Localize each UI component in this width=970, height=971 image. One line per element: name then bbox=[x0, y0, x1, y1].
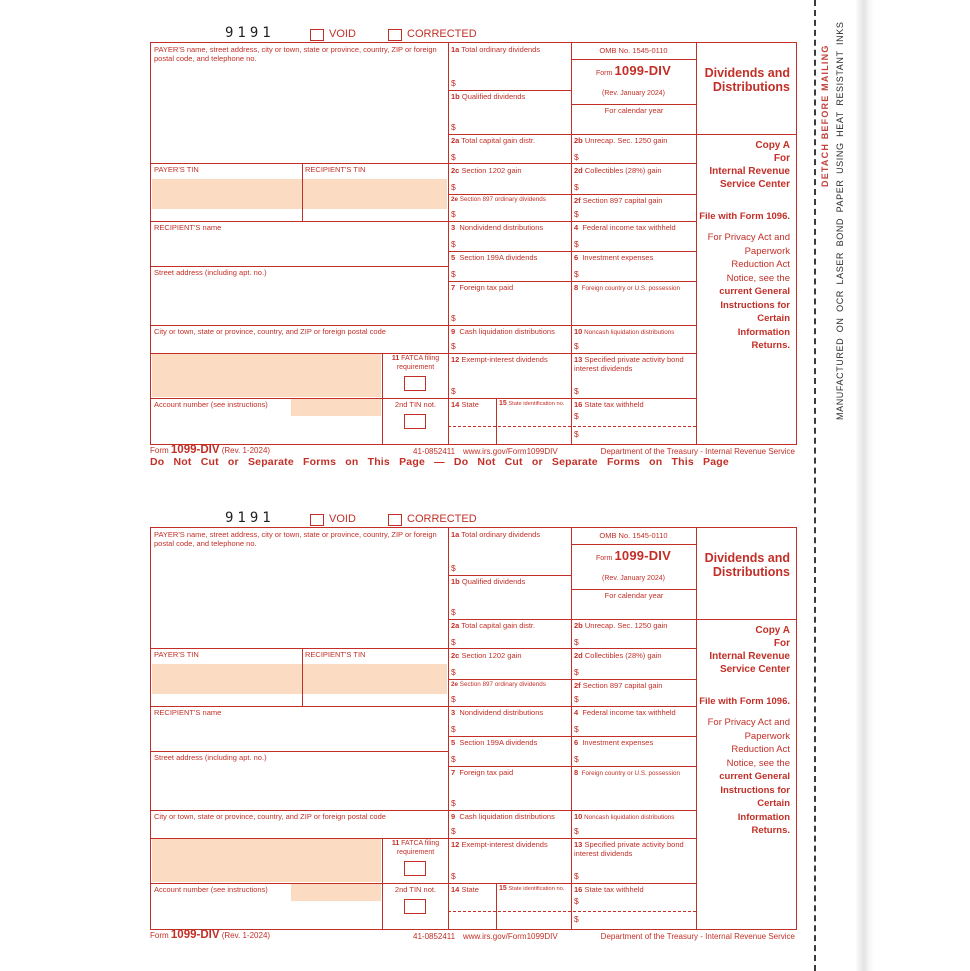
footer-cat-number: 41-0852411 bbox=[413, 447, 456, 456]
box-4: 4 Federal income tax withheld $ bbox=[574, 223, 676, 249]
payer-tin-field: PAYER'S TIN bbox=[154, 165, 199, 174]
void-checkbox[interactable] bbox=[310, 514, 324, 526]
box-2c: 2c Section 1202 gain $ bbox=[451, 166, 522, 192]
dollar-sign: $ bbox=[574, 151, 579, 162]
dollar-sign: $ bbox=[574, 636, 579, 647]
box-16: 16 State tax withheld $ $ bbox=[574, 885, 644, 924]
box-5: 5 Section 199A dividends $ bbox=[451, 253, 538, 279]
box-2f: 2f Section 897 capital gain $ bbox=[574, 196, 663, 219]
footer-form-id: Form 1099-DIV (Rev. 1-2024) bbox=[150, 929, 271, 941]
dollar-sign: $ bbox=[574, 896, 579, 906]
box-1b: 1b Qualified dividends $ bbox=[451, 92, 526, 132]
dollar-sign: $ bbox=[451, 312, 456, 323]
form-1099div-copy-a bbox=[150, 510, 795, 945]
street-address-field: Street address (including apt. no.) bbox=[154, 268, 267, 277]
box-5: 5 Section 199A dividends $ bbox=[451, 738, 538, 764]
box-3: 3 Nondividend distributions $ bbox=[451, 223, 544, 249]
omb-number: OMB No. 1545-0110 bbox=[599, 531, 668, 540]
corrected-label: CORRECTED bbox=[407, 28, 477, 40]
box-2e: 2e Section 897 ordinary dividends $ bbox=[451, 681, 546, 704]
dollar-sign: $ bbox=[451, 238, 456, 249]
corrected-checkbox[interactable] bbox=[388, 29, 402, 41]
form-number-block: Form 1099-DIV bbox=[596, 548, 671, 563]
box-3: 3 Nondividend distributions $ bbox=[451, 708, 544, 734]
box-1b: 1b Qualified dividends $ bbox=[451, 577, 526, 617]
second-tin-not-field: 2nd TIN not. bbox=[382, 883, 448, 929]
box-8: 8 Foreign country or U.S. possession bbox=[574, 283, 681, 292]
calendar-year-field: For calendar year bbox=[604, 106, 664, 115]
box-2e: 2e Section 897 ordinary dividends $ bbox=[451, 196, 546, 219]
dollar-sign: $ bbox=[574, 914, 579, 924]
detach-before-mailing-note: DETACH BEFORE MAILING bbox=[820, 44, 830, 187]
dollar-sign: $ bbox=[574, 870, 579, 881]
box-14: 14 State bbox=[451, 400, 479, 409]
account-number-field: Account number (see instructions) bbox=[154, 885, 268, 894]
box-8: 8 Foreign country or U.S. possession bbox=[574, 768, 681, 777]
second-tin-not-field: 2nd TIN not. bbox=[382, 398, 448, 444]
dollar-sign: $ bbox=[451, 693, 456, 704]
form-revision: (Rev. January 2024) bbox=[602, 575, 665, 582]
box-2c: 2c Section 1202 gain $ bbox=[451, 651, 522, 677]
dollar-sign: $ bbox=[574, 723, 579, 734]
page-edge-shadow bbox=[855, 0, 875, 971]
recipient-name-field: RECIPIENT'S name bbox=[154, 223, 222, 232]
fatca-checkbox[interactable] bbox=[404, 861, 426, 876]
box-2a: 2a Total capital gain distr. $ bbox=[451, 621, 536, 647]
file-with-1096-note: File with Form 1096. bbox=[699, 696, 790, 707]
dollar-sign: $ bbox=[574, 825, 579, 836]
dollar-sign: $ bbox=[451, 268, 456, 279]
dollar-sign: $ bbox=[451, 562, 456, 573]
box-11-fatca: 11 FATCA filing requirement bbox=[382, 838, 448, 883]
print-control-number: 9191 bbox=[225, 510, 275, 526]
box-2a: 2a Total capital gain distr. $ bbox=[451, 136, 536, 162]
dollar-sign: $ bbox=[451, 636, 456, 647]
footer-irs-url: www.irs.gov/Form1099DIV bbox=[463, 932, 558, 941]
box-4: 4 Federal income tax withheld $ bbox=[574, 708, 676, 734]
box-2b: 2b Unrecap. Sec. 1250 gain $ bbox=[574, 621, 668, 647]
box-6: 6 Investment expenses $ bbox=[574, 253, 654, 279]
box-2f: 2f Section 897 capital gain $ bbox=[574, 681, 663, 704]
fatca-checkbox[interactable] bbox=[404, 376, 426, 391]
cut-instruction-line: Do Not Cut or Separate Forms on This Page — Do Not Cut or Separate Forms on This Page bbox=[150, 456, 729, 468]
box-15: 15 State identification no. bbox=[499, 400, 565, 407]
perforation-dashed-line bbox=[814, 0, 816, 971]
box-1a: 1a Total ordinary dividends $ bbox=[451, 45, 541, 88]
dollar-sign: $ bbox=[574, 693, 579, 704]
box-10: 10 Noncash liquidation distributions $ bbox=[574, 812, 675, 836]
city-state-zip-field: City or town, state or province, country, and ZIP or foreign postal code bbox=[154, 327, 386, 336]
dollar-sign: $ bbox=[574, 238, 579, 249]
box-9: 9 Cash liquidation distributions $ bbox=[451, 812, 555, 836]
privacy-act-notice: For Privacy Act and Paperwork Reduction Act Notice, see the current General Instructions for Certain Information Returns. bbox=[707, 717, 790, 836]
dollar-sign: $ bbox=[574, 429, 579, 439]
corrected-label: CORRECTED bbox=[407, 513, 477, 525]
form-1099div-copy-a bbox=[150, 25, 795, 460]
dollar-sign: $ bbox=[574, 268, 579, 279]
footer-department: Department of the Treasury - Internal Revenue Service bbox=[600, 932, 795, 941]
footer-department: Department of the Treasury - Internal Revenue Service bbox=[600, 447, 795, 456]
dollar-sign: $ bbox=[574, 340, 579, 351]
void-checkbox[interactable] bbox=[310, 29, 324, 41]
manufactured-note: MANUFACTURED ON OCR LASER BOND PAPER USING HEAT RESISTANT INKS bbox=[835, 21, 845, 420]
dollar-sign: $ bbox=[451, 340, 456, 351]
dollar-sign: $ bbox=[451, 121, 456, 132]
box-7: 7 Foreign tax paid $ bbox=[451, 283, 514, 323]
form-grid bbox=[150, 527, 797, 930]
box-1a: 1a Total ordinary dividends $ bbox=[451, 530, 541, 573]
form-revision: (Rev. January 2024) bbox=[602, 90, 665, 97]
account-number-field: Account number (see instructions) bbox=[154, 400, 268, 409]
box-6: 6 Investment expenses $ bbox=[574, 738, 654, 764]
dollar-sign: $ bbox=[451, 181, 456, 192]
dollar-sign: $ bbox=[574, 753, 579, 764]
corrected-checkbox[interactable] bbox=[388, 514, 402, 526]
box-12: 12 Exempt-interest dividends $ bbox=[451, 355, 548, 396]
second-tin-checkbox[interactable] bbox=[404, 414, 426, 429]
recipient-tin-field: RECIPIENT'S TIN bbox=[305, 165, 366, 174]
footer-form-id: Form 1099-DIV (Rev. 1-2024) bbox=[150, 444, 271, 456]
privacy-act-notice: For Privacy Act and Paperwork Reduction Act Notice, see the current General Instructions for Certain Information Returns. bbox=[707, 232, 790, 351]
copy-a-designation: Copy A For Internal Revenue Service Center bbox=[709, 140, 790, 190]
dollar-sign: $ bbox=[451, 606, 456, 617]
file-with-1096-note: File with Form 1096. bbox=[699, 211, 790, 222]
box-15: 15 State identification no. bbox=[499, 885, 565, 892]
right-info-panel bbox=[697, 43, 792, 444]
box-14: 14 State bbox=[451, 885, 479, 894]
box-7: 7 Foreign tax paid $ bbox=[451, 768, 514, 808]
box-10: 10 Noncash liquidation distributions $ bbox=[574, 327, 675, 351]
payer-tin-field: PAYER'S TIN bbox=[154, 650, 199, 659]
recipient-name-field: RECIPIENT'S name bbox=[154, 708, 222, 717]
city-state-zip-field: City or town, state or province, country, and ZIP or foreign postal code bbox=[154, 812, 386, 821]
footer-irs-url: www.irs.gov/Form1099DIV bbox=[463, 447, 558, 456]
dollar-sign: $ bbox=[451, 666, 456, 677]
form-grid bbox=[150, 42, 797, 445]
calendar-year-field: For calendar year bbox=[604, 591, 664, 600]
box-13: 13 Specified private activity bond interest dividends $ bbox=[574, 355, 684, 396]
dollar-sign: $ bbox=[451, 870, 456, 881]
street-address-field: Street address (including apt. no.) bbox=[154, 753, 267, 762]
right-info-panel bbox=[697, 528, 792, 929]
dollar-sign: $ bbox=[451, 825, 456, 836]
dollar-sign: $ bbox=[574, 181, 579, 192]
dollar-sign: $ bbox=[451, 723, 456, 734]
footer-cat-number: 41-0852411 bbox=[413, 932, 456, 941]
box-16: 16 State tax withheld $ $ bbox=[574, 400, 644, 439]
copy-a-designation: Copy A For Internal Revenue Service Center bbox=[709, 625, 790, 675]
void-label: VOID bbox=[329, 513, 356, 525]
second-tin-checkbox[interactable] bbox=[404, 899, 426, 914]
omb-number: OMB No. 1545-0110 bbox=[599, 46, 668, 55]
box-13: 13 Specified private activity bond interest dividends $ bbox=[574, 840, 684, 881]
dollar-sign: $ bbox=[451, 208, 456, 219]
void-label: VOID bbox=[329, 28, 356, 40]
box-12: 12 Exempt-interest dividends $ bbox=[451, 840, 548, 881]
dollar-sign: $ bbox=[574, 666, 579, 677]
print-control-number: 9191 bbox=[225, 25, 275, 41]
recipient-tin-field: RECIPIENT'S TIN bbox=[305, 650, 366, 659]
form-title: Dividends and Distributions bbox=[704, 66, 790, 94]
dollar-sign: $ bbox=[574, 385, 579, 396]
box-2b: 2b Unrecap. Sec. 1250 gain $ bbox=[574, 136, 668, 162]
form-title: Dividends and Distributions bbox=[704, 551, 790, 579]
payer-name-address-field: PAYER'S name, street address, city or town, state or province, country, ZIP or foreign postal code, and telephone no. bbox=[154, 530, 437, 549]
dollar-sign: $ bbox=[451, 753, 456, 764]
box-9: 9 Cash liquidation distributions $ bbox=[451, 327, 555, 351]
dollar-sign: $ bbox=[451, 151, 456, 162]
box-2d: 2d Collectibles (28%) gain $ bbox=[574, 651, 662, 677]
payer-name-address-field: PAYER'S name, street address, city or town, state or province, country, ZIP or foreign postal code, and telephone no. bbox=[154, 45, 437, 64]
dollar-sign: $ bbox=[451, 385, 456, 396]
dollar-sign: $ bbox=[574, 411, 579, 421]
dollar-sign: $ bbox=[574, 208, 579, 219]
box-2d: 2d Collectibles (28%) gain $ bbox=[574, 166, 662, 192]
dollar-sign: $ bbox=[451, 797, 456, 808]
box-11-fatca: 11 FATCA filing requirement bbox=[382, 353, 448, 398]
dollar-sign: $ bbox=[451, 77, 456, 88]
form-number-block: Form 1099-DIV bbox=[596, 63, 671, 78]
